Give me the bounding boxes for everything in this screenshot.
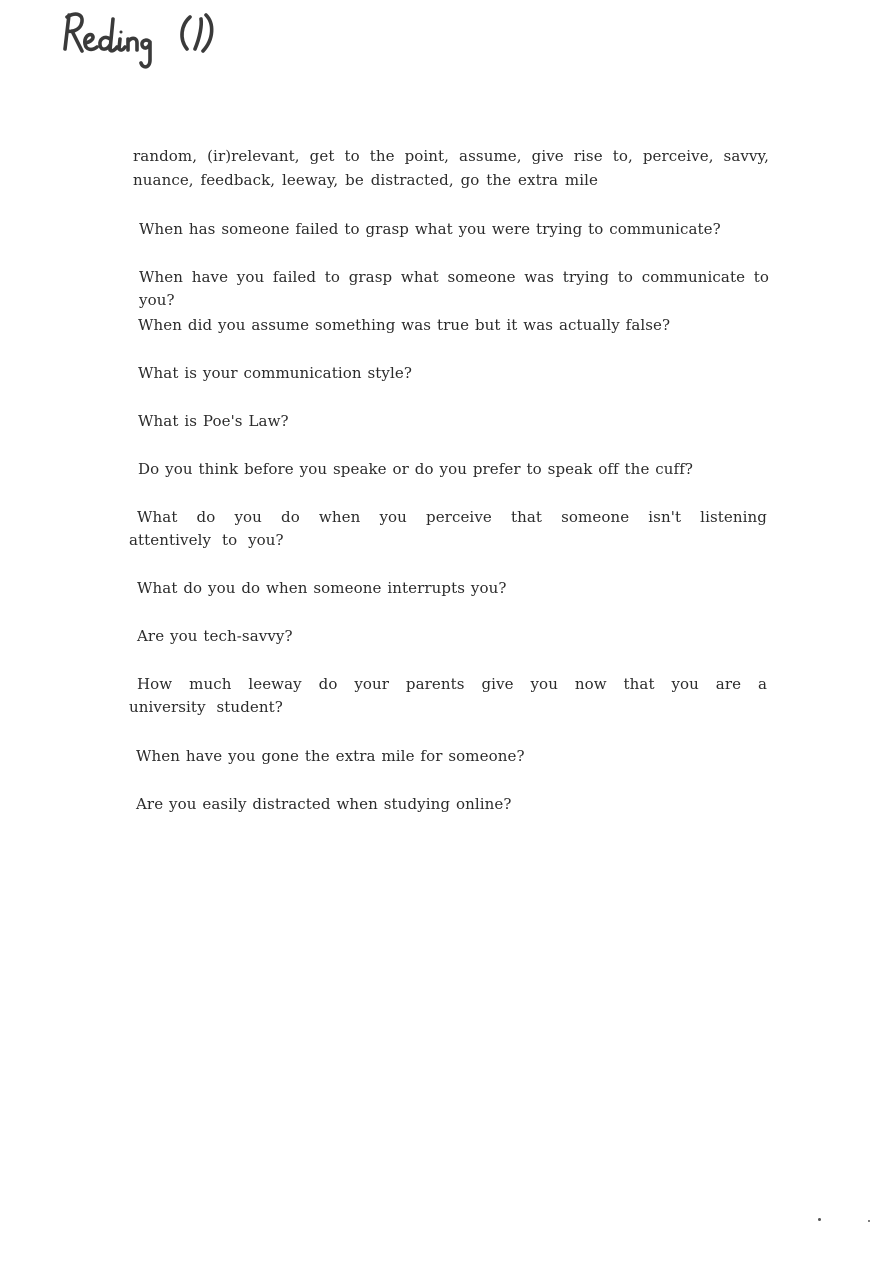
question-text: When did you assume something was true but it was actually false? [138,316,671,334]
question-text: Are you easily distracted when studying online? [136,795,512,813]
question-text: When have you failed to grasp what someone was trying to communicate to you? [139,268,769,309]
scan-specks [815,1215,875,1227]
question-item [137,577,767,600]
handwritten-title [55,5,235,75]
question-item [138,362,768,385]
scan-speck [818,1218,821,1221]
question-text: When have you gone the extra mile for someone? [136,747,525,765]
question-text: What is your communication style? [138,364,413,382]
question-text: What do you do when someone interrupts you? [137,579,507,597]
question-text: What do you do when you perceive that someone isn't listening attentively to you? [129,508,767,549]
question-text: How much leeway do your parents give you now that you are a university student? [129,675,767,716]
question-item [136,793,766,816]
question-item [137,625,767,648]
question-text: Do you think before you speake or do you prefer to speak off the cuff? [138,460,693,478]
question-item [139,266,769,312]
question-item [129,673,767,719]
scan-speck [868,1220,870,1222]
question-item [129,506,767,552]
question-text: When has someone failed to grasp what you were trying to communicate? [139,220,721,238]
handwritten-title-drawing [55,5,235,75]
worksheet-content [129,140,769,813]
question-item [139,218,769,241]
question-item [138,410,768,433]
question-item [138,458,768,481]
vocabulary-list: random, (ir)relevant, get to the point, assume, give rise to, perceive, savvy, nuance, feedback, leeway, be distracted, go the extra mile [133,147,769,189]
question-text: What is Poe's Law? [138,412,289,430]
question-item [138,314,768,337]
question-text: Are you tech-savvy? [137,627,293,645]
question-item [136,745,766,768]
